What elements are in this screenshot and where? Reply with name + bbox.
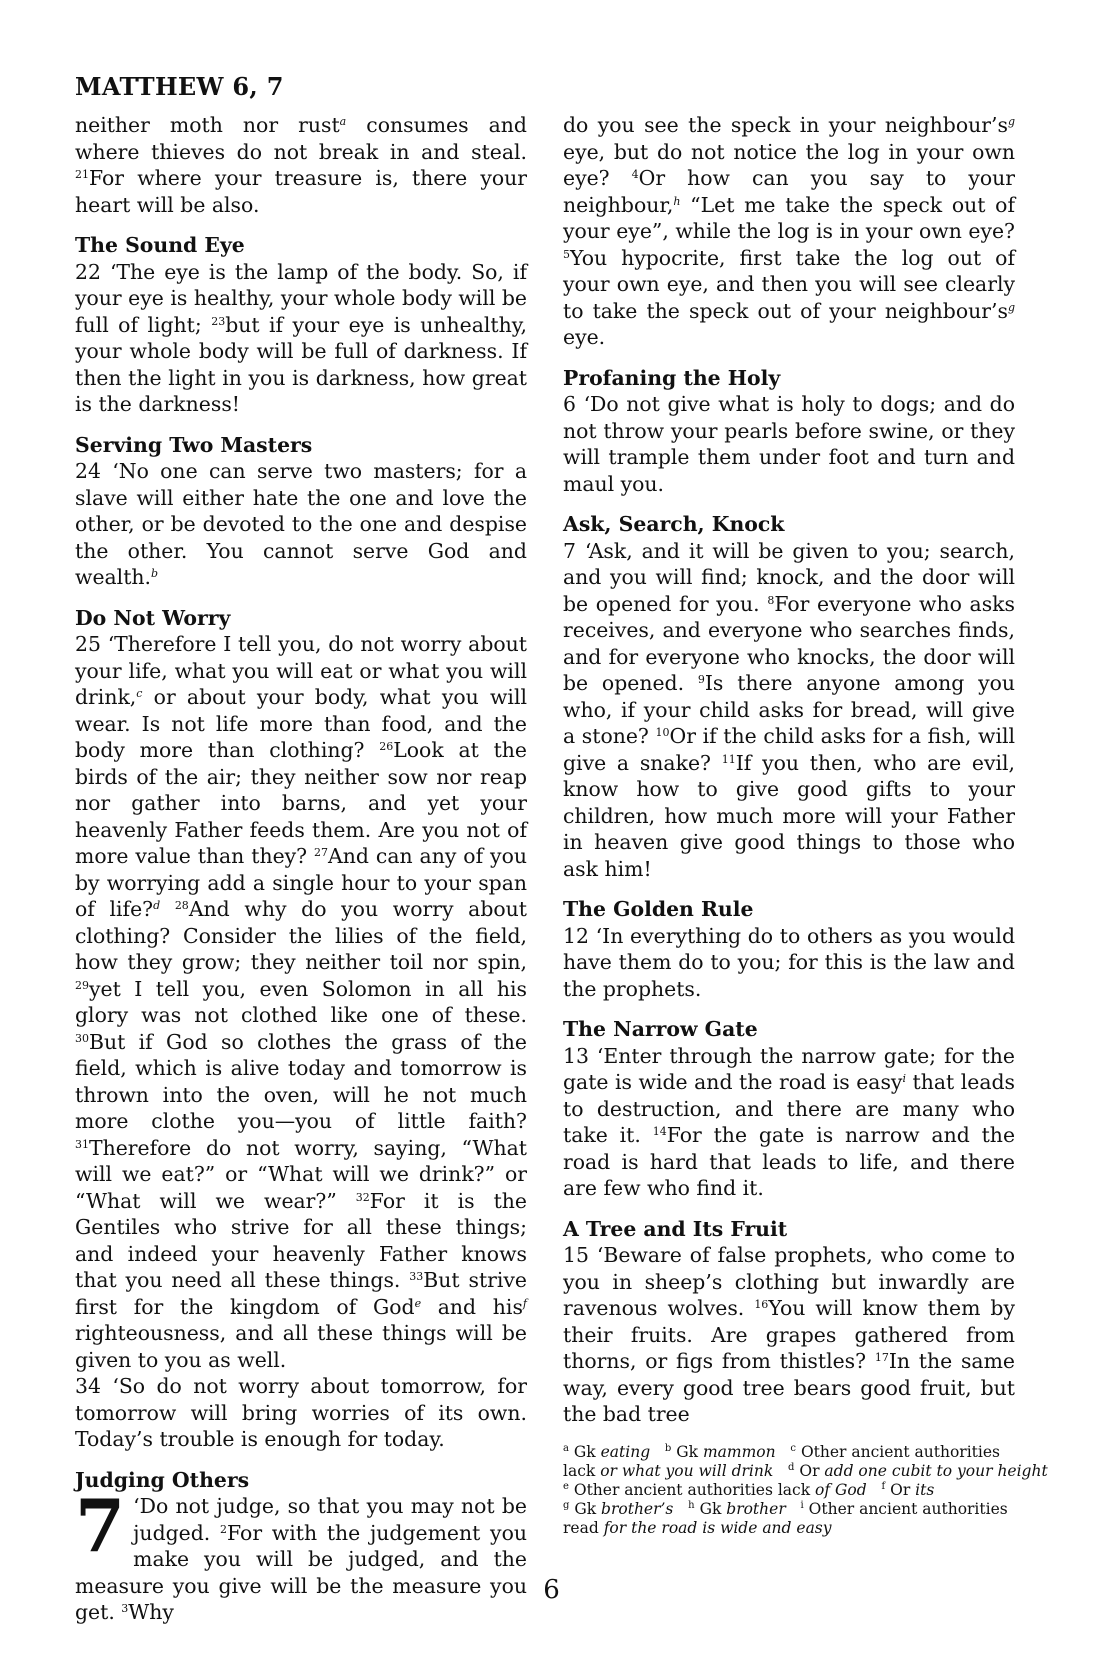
paragraph: 7 ‘Ask, and it will be given to you; search, and you will find; knock, and the door will be opened for you. $^8$For everyone who asks receives, and everyone who searches finds, and for everyone who knocks, the door will be opened. $^9$Is there anyone among you who, if your child asks for bread, will give a stone? $^{10}$Or if the child asks for a fish, will give a snake? $^{11}$If you then, who are evil, know how to give good gifts to your children, how much more will your Father in heaven give good things to those who ask him! [563,538,1016,881]
section-heading: Judging Others [75,1467,250,1492]
footnote-line: $^a$ Gk eating $^b$ Gk mammon $^c$ Other ancient authorities [563,1443,1000,1461]
section-heading: Serving Two Masters [75,432,313,457]
right-column [563,112,1015,1428]
footnote-line: lack or what you will drink $^d$ Or add one cubit to your height [563,1462,1048,1480]
paragraph: 13 ‘Enter through the narrow gate; for the gate is wide and the road is easy$^i$ that leads to destruction, and there are many who take it. $^{14}$For the gate is narrow and the road is hard that leads to life, and there are few who find it. [563,1043,1016,1200]
left-column [75,112,527,1626]
paragraph: 7 ‘Do not judge, so that you may not be judged. $^2$For with the judgement you make you will be judged, and the measure you give will be the measure you get. $^3$Why [75,1483,527,1624]
paragraph: 25 ‘Therefore I tell you, do not worry about your life, what you will eat or what you will drink,$^c$ or about your body, what you will wear. Is not life more than food, and the body more than clothing? $^{26}$Look at the birds of the air; they neither sow nor reap nor gather into barns, and yet your heavenly Father feeds them. Are you not of more value than they? $^{27}$And can any of you by worrying add a single hour to your span of life?$^d$ $^{28}$And why do you worry about clothing? Consider the lilies of the field, how they grow; they neither toil nor spin, $^{29}$yet I tell you, even Solomon in all his glory was not clothed like one of these. $^{30}$But if God so clothes the grass of the field, which is alive today and tomorrow is thrown into the oven, will he not much more clothe you—you of little faith? $^{31}$Therefore do not worry, saying, “What will we eat?” or “What will we drink?” or “What will we wear?” $^{32}$For it is the Gentiles who strive for all these things; and indeed your heavenly Father knows that you need all these things. $^{33}$But strive first for the kingdom of God$^e$ and his$^f$ righteousness, and all these things will be given to you as well. [75,632,527,1372]
footnotes [563,1443,1048,1538]
footnote-line: $^e$ Other ancient authorities lack of God $^f$ Or its [563,1481,935,1499]
paragraph: 15 ‘Beware of false prophets, who come to you in sheep’s clothing but inwardly are ravenous wolves. $^{16}$You will know them by their fruits. Are grapes gathered from thorns, or figs from thistles? $^{17}$In the same way, every good tree bears good fruit, but the bad tree [563,1243,1015,1426]
section-heading: Profaning the Holy [563,365,781,390]
paragraph: 34 ‘So do not worry about tomorrow, for tomorrow will bring worries of its own. Today’s trouble is enough for today. [75,1374,527,1451]
section-heading: Ask, Search, Knock [563,512,785,536]
paragraph: 12 ‘In everything do to others as you would have them do to you; for this is the law and the prophets. [563,923,1015,1001]
section-heading: The Sound Eye [75,233,245,257]
running-head: MATTHEW 6, 7 [75,72,284,101]
footnote-line: $^g$ Gk brother’s $^h$ Gk brother $^i$ Other ancient authorities [563,1500,1008,1518]
section-heading: Do Not Worry [75,605,231,630]
paragraph: do you see the speck in your neighbour’s$^g$ eye, but do not notice the log in your own eye? $^4$Or how can you say to your neighbour,$^h$ “Let me take the speck out of your eye”, while the log is in your own eye? $^5$You hypocrite, first take the log out of your own eye, and then you will see clearly to take the speck out of your neighbour’s$^g$ eye. [563,113,1015,349]
paragraph: 6 ‘Do not give what is holy to dogs; and do not throw your pearls before swine, or they will trample them under foot and turn and maul you. [563,392,1015,496]
section-heading: A Tree and Its Fruit [563,1216,788,1241]
paragraph: neither moth nor rust$^a$ consumes and where thieves do not break in and steal. $^{21}$For where your treasure is, there your heart will be also. [75,113,527,217]
paragraph: 24 ‘No one can serve two masters; for a slave will either hate the one and love the other, or be devoted to the one and despise the other. You cannot serve God and wealth.$^b$ [75,459,527,589]
chapter-number: 7 [75,1483,126,1568]
footnote-line: read for the road is wide and easy [563,1519,832,1537]
page-number: 6 [543,1575,560,1605]
section-heading: The Narrow Gate [563,1017,758,1041]
section-heading: The Golden Rule [563,897,754,921]
paragraph: 22 ‘The eye is the lamp of the body. So, if your eye is healthy, your whole body will be full of light; $^{23}$but if your eye is unhealthy, your whole body will be full of darkness. If then the light in you is darkness, how great is the darkness! [75,259,527,416]
